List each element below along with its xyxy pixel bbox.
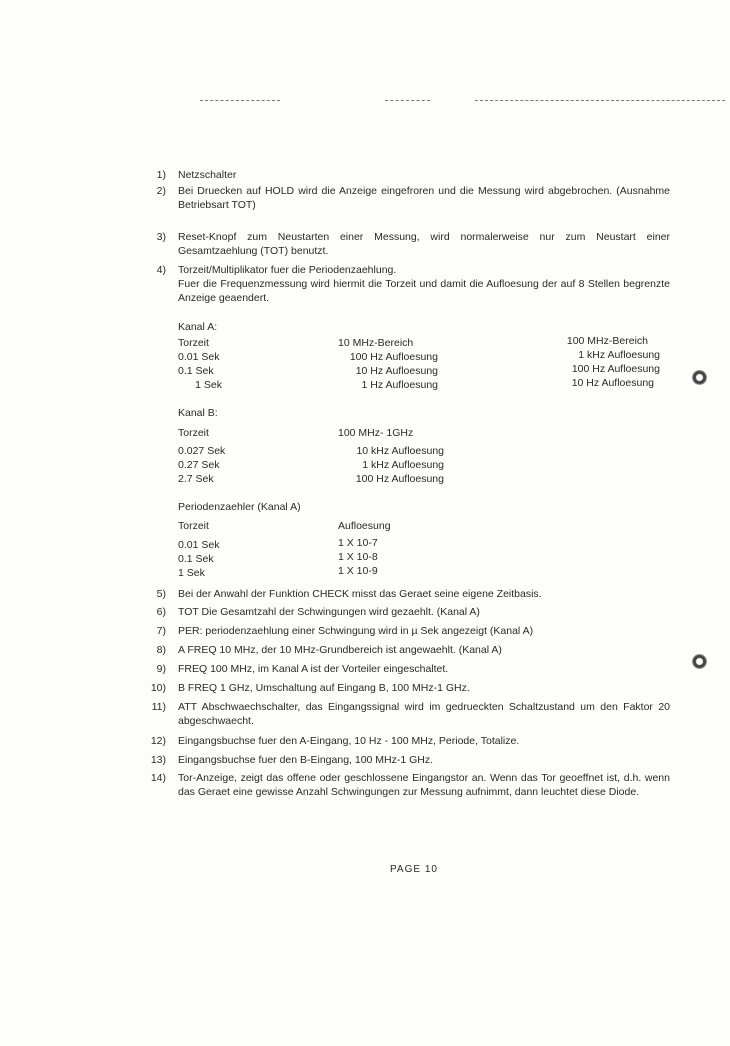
item-text: FREQ 100 MHz, im Kanal A ist der Vorteiler eingeschaltet. bbox=[178, 663, 449, 675]
item-5 bbox=[140, 587, 670, 601]
item-4 bbox=[140, 263, 670, 305]
scan-dash-line-right bbox=[475, 100, 725, 101]
page-number: PAGE 10 bbox=[390, 864, 438, 875]
kanal-b-header-range: 100 MHz- 1GHz bbox=[338, 427, 414, 439]
item-text: ATT Abschwaechschalter, das Eingangssignal wird im gedrueckten Schaltzustand um den Faktor 20 abgeschwaecht. bbox=[178, 701, 670, 727]
item-number: 4) bbox=[156, 264, 166, 276]
kanal-a-row1-torzeit: 0.01 Sek bbox=[178, 351, 220, 363]
item-13 bbox=[140, 753, 670, 767]
item-1 bbox=[140, 168, 670, 182]
punch-hole-top bbox=[692, 370, 707, 385]
period-row3-torzeit: 1 Sek bbox=[178, 567, 205, 579]
item-number: 9) bbox=[156, 663, 166, 675]
kanal-a-row3-10mhz: 1 Hz Aufloesung bbox=[361, 379, 438, 391]
period-row2-torzeit: 0.1 Sek bbox=[178, 553, 214, 565]
item-text: Reset-Knopf zum Neustarten einer Messung, wird normalerweise nur zum Neustart einer Gesamtzaehlung (TOT) benutzt. bbox=[178, 231, 670, 257]
item-number: 3) bbox=[156, 231, 166, 243]
item-number: 14) bbox=[150, 772, 166, 784]
period-header-torzeit: Torzeit bbox=[178, 520, 209, 532]
kanal-a-title: Kanal A: bbox=[178, 321, 218, 333]
item-10 bbox=[140, 681, 670, 695]
period-title: Periodenzaehler (Kanal A) bbox=[178, 501, 301, 513]
item-number: 8) bbox=[156, 644, 166, 656]
period-row1-res: 1 X 10-7 bbox=[338, 537, 378, 549]
item-12 bbox=[140, 734, 670, 748]
item-4-line-2: Fuer die Frequenzmessung wird hiermit die Torzeit und damit die Aufloesung der auf 8 Stellen begrenzte Anzeige geaendert. bbox=[178, 278, 670, 304]
item-11 bbox=[140, 700, 670, 728]
item-text: Netzschalter bbox=[178, 169, 237, 181]
scan-dash-line-left bbox=[200, 100, 280, 101]
period-row1-torzeit: 0.01 Sek bbox=[178, 539, 220, 551]
item-number: 11) bbox=[151, 701, 166, 713]
kanal-a-row2-torzeit: 0.1 Sek bbox=[178, 365, 214, 377]
item-text: TOT Die Gesamtzahl der Schwingungen wird gezaehlt. (Kanal A) bbox=[178, 606, 480, 618]
kanal-a-header-10mhz: 10 MHz-Bereich bbox=[338, 337, 414, 349]
item-text: PER: periodenzaehlung einer Schwingung wird in µ Sek angezeigt (Kanal A) bbox=[178, 625, 534, 637]
item-text: Tor-Anzeige, zeigt das offene oder geschlossene Eingangstor an. Wenn das Tor geoeffnet ist, d.h. wenn das Geraet eine gewisse Anzahl Schwingungen zur Messung aufnimmt, dann leuchtet diese Diode. bbox=[178, 772, 670, 798]
item-number: 10) bbox=[150, 682, 166, 694]
kanal-a-row2-10mhz: 10 Hz Aufloesung bbox=[355, 365, 438, 377]
item-text: A FREQ 10 MHz, der 10 MHz-Grundbereich ist angewaehlt. (Kanal A) bbox=[178, 644, 502, 656]
item-text: Bei Druecken auf HOLD wird die Anzeige eingefroren und die Messung wird abgebrochen. (Ausnahme Betriebsart TOT) bbox=[178, 185, 670, 211]
period-header-aufloesung: Aufloesung bbox=[338, 520, 391, 532]
scan-dash-line-mid bbox=[385, 100, 430, 101]
item-number: 2) bbox=[156, 185, 166, 197]
period-row2-res: 1 X 10-8 bbox=[338, 551, 378, 563]
item-14 bbox=[140, 771, 670, 813]
item-3 bbox=[140, 230, 670, 258]
item-7 bbox=[140, 624, 670, 638]
item-8 bbox=[140, 643, 670, 657]
kanal-a-row2-100mhz: 100 Hz Aufloesung bbox=[571, 363, 660, 375]
kanal-a-row3-torzeit: 1 Sek bbox=[195, 379, 222, 391]
kanal-b-row1-res: 10 kHz Aufloesung bbox=[356, 445, 444, 457]
item-number: 6) bbox=[156, 606, 166, 618]
kanal-a-row1-100mhz: 1 kHz Aufloesung bbox=[578, 349, 660, 361]
punch-hole-bottom bbox=[692, 654, 707, 669]
item-2 bbox=[140, 184, 670, 212]
item-number: 5) bbox=[156, 588, 166, 600]
item-number: 7) bbox=[156, 625, 166, 637]
kanal-b-row1-torzeit: 0.027 Sek bbox=[178, 445, 226, 457]
item-text: B FREQ 1 GHz, Umschaltung auf Eingang B, 100 MHz-1 GHz. bbox=[178, 682, 470, 694]
item-text: Eingangsbuchse fuer den B-Eingang, 100 MHz-1 GHz. bbox=[178, 754, 434, 766]
item-number: 12) bbox=[150, 735, 166, 747]
kanal-b-row2-res: 1 kHz Aufloesung bbox=[362, 459, 444, 471]
kanal-b-header-torzeit: Torzeit bbox=[178, 427, 209, 439]
item-text: Bei der Anwahl der Funktion CHECK misst das Geraet seine eigene Zeitbasis. bbox=[178, 588, 542, 600]
item-4-line-1: Torzeit/Multiplikator fuer die Periodenzaehlung. bbox=[178, 264, 397, 276]
item-9 bbox=[140, 662, 670, 676]
item-number: 13) bbox=[150, 754, 166, 766]
kanal-b-row3-res: 100 Hz Aufloesung bbox=[355, 473, 444, 485]
item-text: Eingangsbuchse fuer den A-Eingang, 10 Hz - 100 MHz, Periode, Totalize. bbox=[178, 735, 520, 747]
kanal-a-row3-100mhz: 10 Hz Aufloesung bbox=[571, 377, 654, 389]
item-6 bbox=[140, 605, 670, 619]
kanal-b-row2-torzeit: 0.27 Sek bbox=[178, 459, 220, 471]
item-text bbox=[178, 263, 670, 305]
kanal-b-row3-torzeit: 2.7 Sek bbox=[178, 473, 214, 485]
period-row3-res: 1 X 10-9 bbox=[338, 565, 378, 577]
item-number: 1) bbox=[156, 169, 166, 181]
kanal-a-row1-10mhz: 100 Hz Aufloesung bbox=[349, 351, 438, 363]
kanal-a-header-100mhz: 100 MHz-Bereich bbox=[566, 335, 648, 347]
kanal-b-title: Kanal B: bbox=[178, 407, 218, 419]
kanal-a-header-torzeit: Torzeit bbox=[178, 337, 209, 349]
